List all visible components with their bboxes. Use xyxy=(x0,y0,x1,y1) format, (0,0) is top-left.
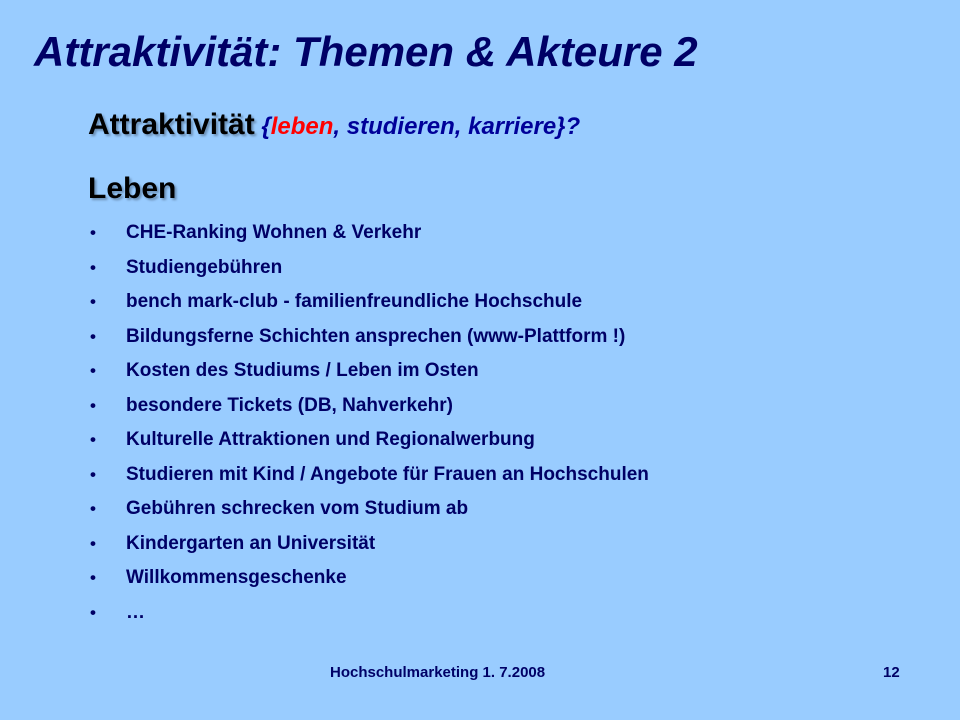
bullet-dot-icon: • xyxy=(90,499,96,519)
bullet-text: Kindergarten an Universität xyxy=(126,532,376,554)
bullet-item xyxy=(90,596,649,631)
bullet-text: Bildungsferne Schichten ansprechen (www-Plattform !) xyxy=(126,325,626,347)
bullet-text: CHE-Ranking Wohnen & Verkehr xyxy=(126,222,422,244)
bullet-item xyxy=(90,458,649,493)
bullet-text: … xyxy=(126,601,145,623)
bullet-dot-icon: • xyxy=(90,361,96,381)
bullet-dot-icon: • xyxy=(90,292,96,312)
bullet-item xyxy=(90,216,649,251)
bullet-item xyxy=(90,492,649,527)
bullet-dot-icon: • xyxy=(90,326,96,346)
bullet-text: Studieren mit Kind / Angebote für Frauen an Hochschulen xyxy=(126,463,649,485)
subtitle-leben-highlight: leben xyxy=(270,113,334,140)
bullet-text: besondere Tickets (DB, Nahverkehr) xyxy=(126,394,453,416)
bullet-text: Gebühren schrecken vom Studium ab xyxy=(126,498,469,520)
subtitle-open-brace: { xyxy=(254,113,271,140)
bullet-text: Kulturelle Attraktionen und Regionalwerbung xyxy=(126,429,535,451)
bullet-item xyxy=(90,527,649,562)
footer-text: Hochschulmarketing 1. 7.2008 xyxy=(330,664,546,681)
bullet-item xyxy=(90,354,649,389)
bullet-dot-icon: • xyxy=(90,257,96,277)
subtitle-main: Attraktivität xyxy=(88,108,255,141)
bullet-text: Kosten des Studiums / Leben im Osten xyxy=(126,360,479,382)
bullet-dot-icon: • xyxy=(90,533,96,553)
bullet-dot-icon: • xyxy=(90,223,96,243)
bullet-item xyxy=(90,389,649,424)
bullet-item xyxy=(90,285,649,320)
bullet-item xyxy=(90,251,649,286)
page-number: 12 xyxy=(883,664,900,681)
bullet-text: bench mark-club - familienfreundliche Hochschule xyxy=(126,291,583,313)
bullet-text: Willkommensgeschenke xyxy=(126,567,347,589)
bullet-dot-icon: • xyxy=(90,464,96,484)
bullet-item xyxy=(90,561,649,596)
bullet-list xyxy=(90,216,649,630)
bullet-dot-icon: • xyxy=(90,568,96,588)
subtitle-rest: , studieren, karriere}? xyxy=(333,113,581,140)
bullet-dot-icon: • xyxy=(90,602,96,622)
section-heading: Leben xyxy=(88,172,177,205)
bullet-item xyxy=(90,423,649,458)
bullet-item xyxy=(90,320,649,355)
subtitle-line xyxy=(88,110,580,140)
bullet-dot-icon: • xyxy=(90,395,96,415)
bullet-text: Studiengebühren xyxy=(126,256,283,278)
bullet-dot-icon: • xyxy=(90,430,96,450)
slide-title: Attraktivität: Themen & Akteure 2 xyxy=(34,28,698,75)
